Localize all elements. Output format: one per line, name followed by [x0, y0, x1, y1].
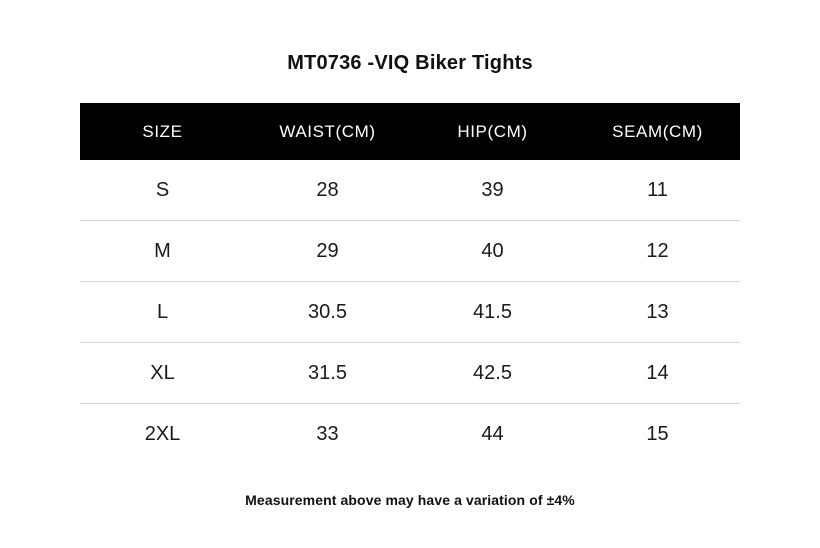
cell-seam: 12	[575, 221, 740, 282]
cell-seam: 13	[575, 282, 740, 343]
cell-waist: 28	[245, 160, 410, 221]
cell-seam: 14	[575, 343, 740, 404]
cell-seam: 15	[646, 423, 669, 445]
cell-size: M	[80, 221, 245, 282]
cell-seam: 11	[575, 160, 740, 221]
cell-size: XL	[80, 343, 245, 404]
table-body	[80, 160, 740, 464]
cell-hip: 44	[481, 423, 504, 445]
table-row	[80, 404, 740, 465]
size-table-container	[80, 103, 740, 508]
cell-hip: 42.5	[410, 343, 575, 404]
column-header-hip: HIP(CM)	[457, 122, 528, 141]
column-header-seam: SEAM(CM)	[612, 122, 703, 141]
cell-size: S	[80, 160, 245, 221]
cell-waist: 31.5	[245, 343, 410, 404]
table-row	[80, 160, 740, 221]
cell-hip: 41.5	[410, 282, 575, 343]
measurement-note: Measurement above may have a variation of ±4%	[245, 492, 575, 508]
cell-hip: 39	[410, 160, 575, 221]
size-chart-table	[80, 103, 740, 464]
column-header-waist: WAIST(CM)	[279, 122, 376, 141]
page-title: MT0736 -VIQ Biker Tights	[287, 52, 533, 74]
cell-waist: 29	[245, 221, 410, 282]
table-header	[80, 103, 740, 160]
table-row	[80, 221, 740, 282]
table-row	[80, 343, 740, 404]
column-header-size: SIZE	[142, 122, 183, 141]
cell-waist: 33	[316, 423, 339, 445]
table-header-row	[80, 103, 740, 160]
table-row	[80, 282, 740, 343]
cell-size: 2XL	[144, 423, 181, 445]
cell-hip: 40	[410, 221, 575, 282]
cell-size: L	[80, 282, 245, 343]
cell-waist: 30.5	[245, 282, 410, 343]
